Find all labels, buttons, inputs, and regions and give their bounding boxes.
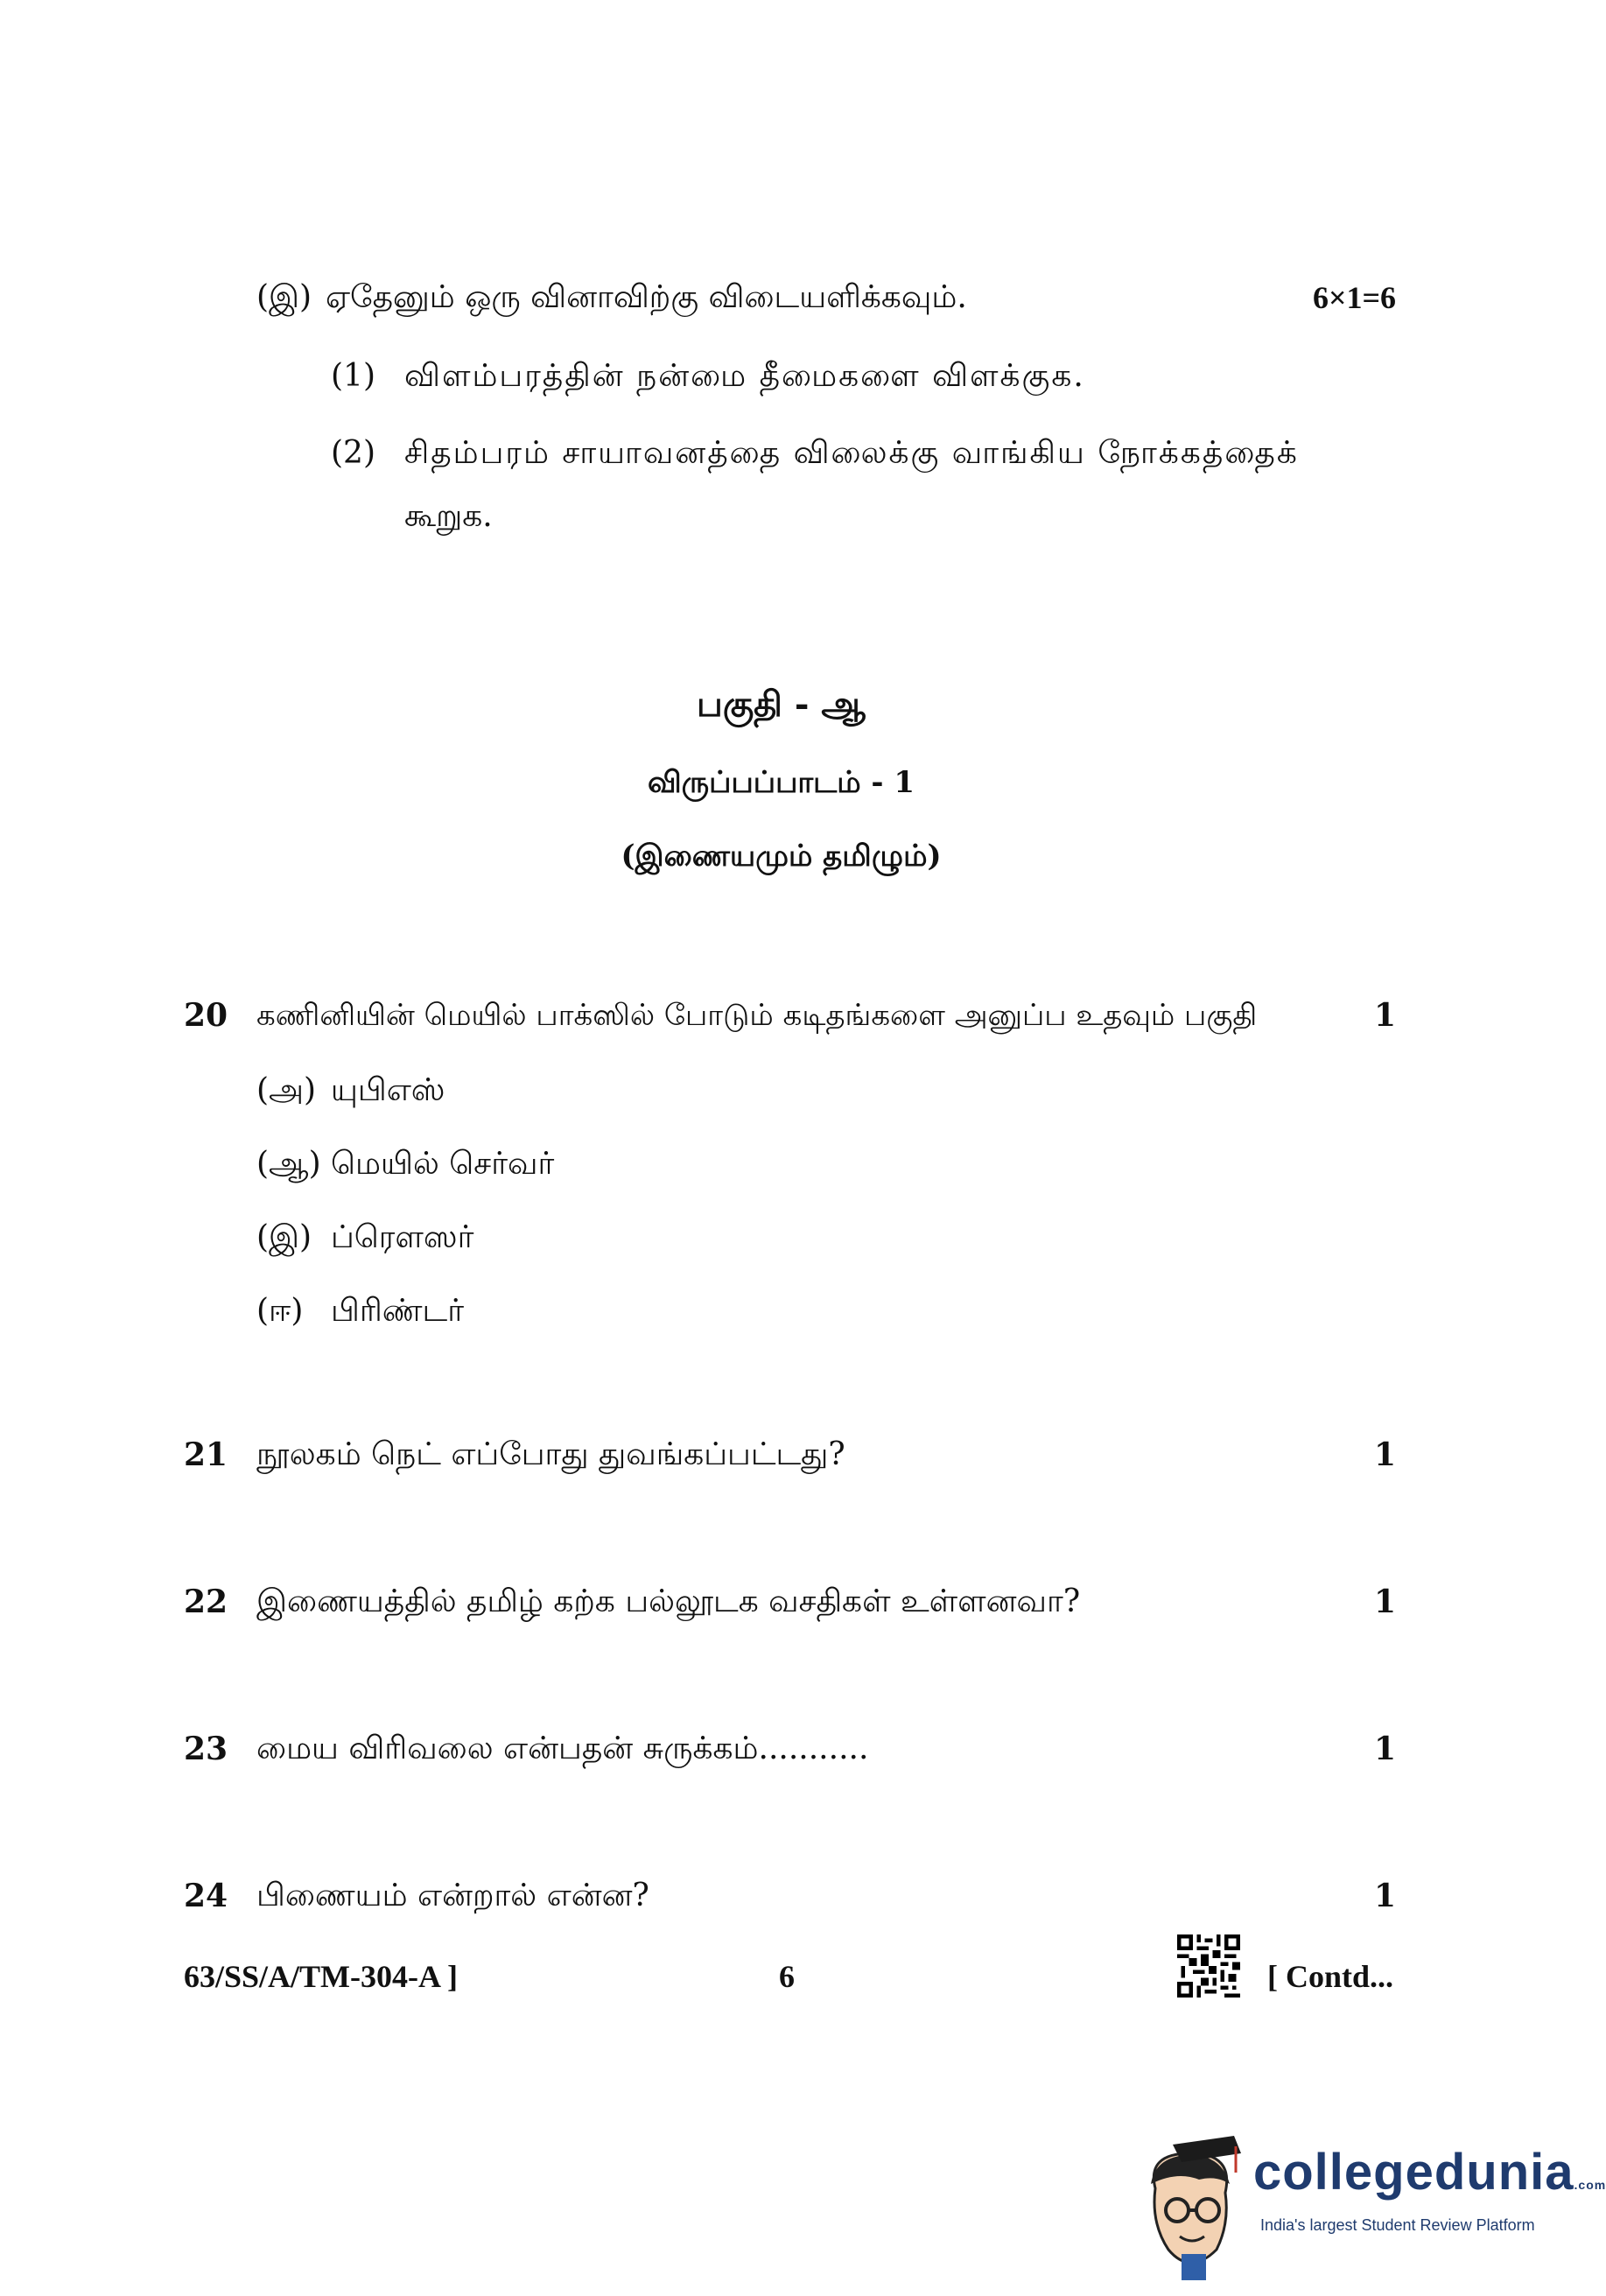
part-topic: (இணையமும் தமிழும்) [621,839,942,874]
sub-item-text: சிதம்பரம் சாயாவனத்தை விலைக்கு வாங்கிய நோக்கத்தைக் [404,435,1299,471]
option-label: (அ) [256,1072,317,1108]
brand-tagline: India's largest Student Review Platform [1260,2216,1535,2234]
option-label: (ஆ) [256,1146,321,1182]
question-number: 24 [184,1878,228,1914]
question-text: கணினியின் மெயில் பாக்ஸில் போடும் கடிதங்களை அனுப்ப உதவும் பகுதி [256,998,1258,1033]
section-label: (இ) [256,279,312,315]
part-subtitle: விருப்பப்பாடம் - 1 [647,765,915,800]
section-instruction: ஏதேனும் ஒரு வினாவிற்கு விடையளிக்கவும். [326,279,967,315]
question-marks: 1 [1373,1583,1396,1620]
section-marks: 6×1=6 [1312,280,1396,315]
sub-item-text: விளம்பரத்தின் நன்மை தீமைகளை விளக்குக. [404,358,1085,394]
question-number: 22 [184,1583,228,1620]
question-number: 23 [184,1731,228,1767]
question-text: நூலகம் நெட் எப்போது துவங்கப்பட்டது? [256,1436,845,1472]
option-text: பிரிண்டர் [331,1293,465,1329]
continued-label: [ Contd... [1267,1959,1394,1994]
page-number: 6 [779,1959,795,1994]
sub-item-number: (2) [331,435,375,471]
brand-name: collegedunia.com [1253,2144,1606,2201]
option-text: மெயில் செர்வர் [331,1146,555,1182]
paper-code: 63/SS/A/TM-304-A ] [184,1959,459,1994]
collegedunia-watermark [1138,2136,1606,2285]
qr-code-icon [1177,1934,1240,1998]
question-text: இணையத்தில் தமிழ் கற்க பல்லூடக வசதிகள் உள்ளனவா? [256,1583,1081,1619]
question-marks: 1 [1373,1878,1396,1914]
question-text: பிணையம் என்றால் என்ன? [256,1878,649,1913]
option-label: (ஈ) [256,1293,304,1329]
question-marks: 1 [1373,1731,1396,1767]
question-marks: 1 [1373,997,1396,1034]
sub-item-text-continued: கூறுக. [404,498,493,534]
question-text: மைய விரிவலை என்பதன் சுருக்கம்........... [256,1731,869,1766]
sub-item-number: (1) [331,358,375,394]
option-text: ப்ரௌஸர் [331,1219,474,1255]
question-number: 20 [184,997,228,1034]
question-number: 21 [184,1436,228,1473]
option-label: (இ) [256,1219,312,1255]
option-text: யுபிஎஸ் [331,1072,445,1108]
part-title: பகுதி - ஆ [697,684,866,725]
question-marks: 1 [1373,1436,1396,1473]
student-mascot-icon [1138,2136,1243,2285]
